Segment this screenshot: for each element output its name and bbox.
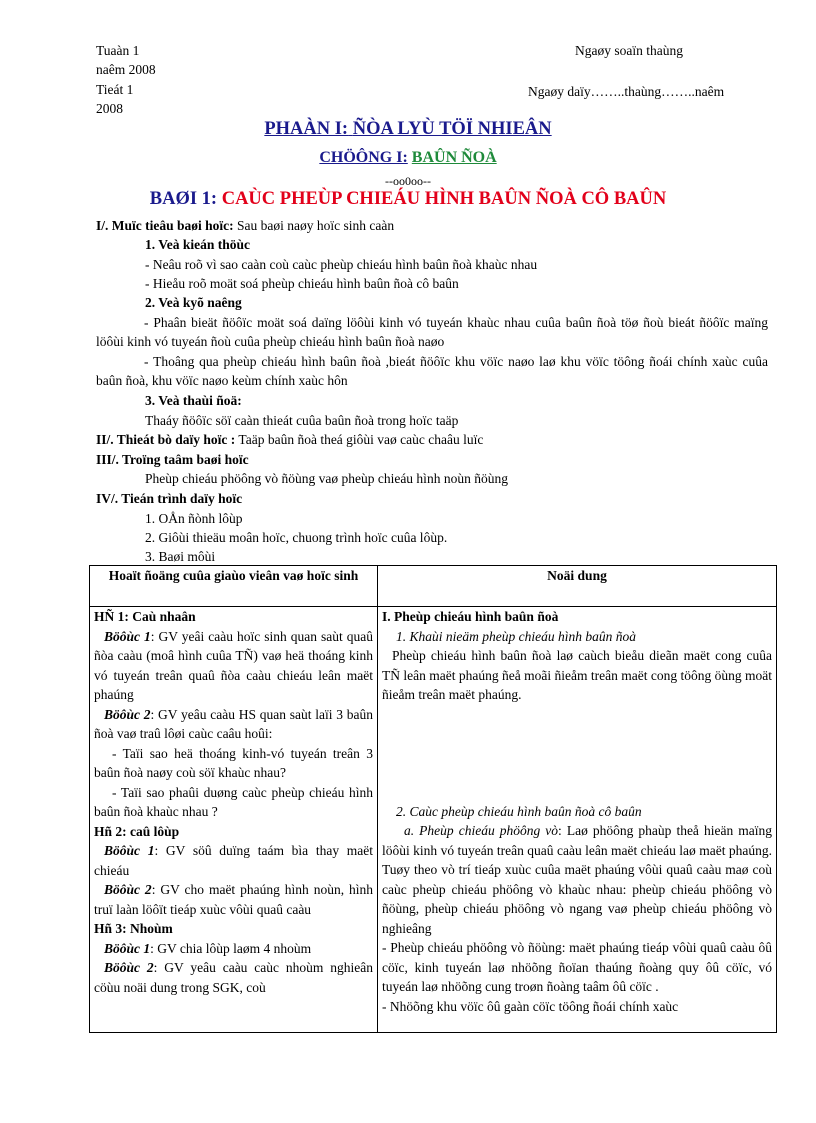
week-year: naêm 2008	[96, 62, 156, 77]
attitude-item-1: Thaáy ñöôïc söï caàn thieát cuûa baûn ñoà trong hoïc taäp	[145, 413, 459, 428]
section-2a-bullet-1: - Pheùp chieáu phöông vò ñöùng: maët phaúng tieáp vôùi quaû caàu ôû cöïc, kinh tuyeán laø nhöõng ñoïan thaúng ñoàng quy ôû cöïc, vó tuyeán laø nhöõng cung troøn ñoàng taâm ôû cöïc .	[382, 940, 772, 994]
activity-1-step-1: Böôùc 1: GV yeâi caàu hoïc sinh quan saùt quaû ñòa caàu (moâ hình cuûa TÑ) vaø heä thoáng kinh vó tuyeán treân quaû ñòa caàu chieáu leân maët phaúng	[94, 628, 373, 702]
table-header-row	[90, 566, 777, 607]
table-row	[90, 607, 777, 1033]
objectives-heading: I/. Muïc tieâu baøi hoïc:	[96, 218, 234, 233]
activity-2-step-2: Böôùc 2: GV cho maët phaúng hình noùn, hình truï laàn löôït tieáp xuùc vôùi quaû caàu	[94, 882, 373, 917]
section-1-heading: I. Pheùp chieáu hình baûn ñoà	[382, 609, 559, 624]
part-prefix: PHAÀN I:	[264, 119, 349, 139]
header-content: Noäi dung	[378, 566, 777, 607]
attitude-heading: 3. Veà thaùi ñoä:	[145, 393, 242, 408]
header-activities: Hoaït ñoäng cuûa giaùo vieân vaø hoïc sinh	[90, 566, 378, 607]
activity-2-heading: Hñ 2: caû lôùp	[94, 823, 180, 839]
activity-3-step-2: Böôùc 2: GV yeâu caàu caùc nhoùm nghieân cöùu noäi dung trong SGK, coù	[94, 960, 373, 995]
procedure-step: 2. Giôùi thieäu moân hoïc, chuong trình hoïc cuûa lôùp.	[145, 530, 448, 545]
procedure-step: 3. Baøi môùi	[145, 549, 216, 564]
separator: --oo0oo--	[385, 174, 431, 188]
chapter-name: BAÛN ÑOÀ	[411, 149, 497, 166]
skills-item-2: - Thoâng qua pheùp chieáu hình baûn ñoà ,bieát ñöôïc khu vöïc naøo laø khu vöïc töông ñoái chính xaùc cuûa baûn ñoà, khu vöïc naøo keùm chính xaùc hôn	[96, 354, 768, 388]
prepared-date: Ngaøy soaïn thaùng	[575, 43, 683, 58]
chapter-prefix: CHÖÔNG I:	[319, 149, 408, 166]
skills-item-1: - Phaân bieät ñöôïc moät soá daïng löôùi kinh vó tuyeán khaùc nhau cuûa baûn ñoà töø ñoù bieát ñöôïc maïng löôùi kinh vó tuyeán ñoù cuûa pheùp chieáu hình baûn ñoà naøo	[96, 315, 768, 349]
procedure-step: 1. OÅn ñònh lôùp	[145, 511, 243, 526]
content-cell	[378, 607, 777, 1033]
knowledge-heading: 1. Veà kieán thöùc	[145, 237, 251, 252]
equipment-text: Taäp baûn ñoà theá giôùi vaø caùc chaâu luïc	[238, 432, 484, 447]
part-title	[0, 120, 816, 139]
activity-1-heading: HÑ 1: Caù nhaân	[94, 609, 196, 624]
section-2a-bullet-2: - Nhöõng khu vöïc ôû gaàn cöïc töông ñoái chính xaùc	[382, 998, 679, 1014]
question-2: - Taïi sao phaûi duøng caùc pheùp chieáu hình baûn ñoà khaùc nhau ?	[94, 784, 373, 819]
spacer	[382, 705, 772, 802]
part-name: ÑÒA LYÙ TÖÏ NHIEÂN	[352, 119, 552, 139]
procedure-heading: IV/. Tieán trình daïy hoïc	[96, 491, 243, 506]
skills-heading: 2. Veà kyõ naêng	[145, 295, 242, 310]
lesson-prefix: BAØI 1:	[149, 189, 218, 209]
activities-cell	[90, 607, 378, 1033]
section-2a-text: a. Pheùp chieáu phöông vò: Laø phöông phaùp theå hieän maïng löôùi kinh vó tuyeán treân quaû caàu leân maët chieáu laø maët phaúng. Tuøy theo vò trí tieáp xuùc cuûa maët phaúng vôùi quaû caàu maø coù caùc pheùp chieáu phöông vò khaùc nhau: pheùp chieáu phöông vò ñöùng, pheùp chieáu phöông vò ngang vaø pheùp chieáu phöông vò nghieâng	[382, 823, 772, 936]
lesson-table	[89, 565, 777, 1033]
equipment-heading: II/. Thieát bò daïy hoïc :	[96, 432, 236, 447]
objectives-text: Sau baøi naøy hoïc sinh caàn	[237, 218, 395, 233]
activity-3-heading: Hñ 3: Nhoùm	[94, 921, 173, 936]
knowledge-item-2: - Hieåu roõ moät soá pheùp chieáu hình baûn ñoà cô baûn	[145, 276, 459, 291]
period-year: 2008	[96, 101, 123, 116]
teaching-date: Ngaøy daïy……..thaùng……..naêm	[528, 84, 725, 99]
activity-2-step-1: Böôùc 1: GV söû duïng taám bìa thay maët chieáu	[94, 843, 373, 878]
lesson-name: CAÙC PHEÙP CHIEÁU HÌNH BAÛN ÑOÀ CÔ BAÛN	[221, 189, 667, 209]
objectives-line	[96, 216, 394, 235]
activity-1-step-2: Böôùc 2: GV yeâu caàu HS quan saùt laïi 3 baûn ñoà vaø traû lôøi caùc caâu hoûi:	[94, 706, 373, 741]
period-label: Tieát 1	[96, 82, 134, 97]
lesson-title	[0, 190, 816, 209]
week-label: Tuaàn 1	[96, 43, 140, 58]
activity-3-step-1: Böôùc 1: GV chia lôùp laøm 4 nhoùm	[104, 940, 312, 956]
knowledge-item-1: - Neâu roõ vì sao caàn coù caùc pheùp chieáu hình baûn ñoà khaùc nhau	[145, 257, 538, 272]
chapter-title	[0, 148, 816, 167]
section-1-text: Pheùp chieáu hình baûn ñoà laø caùch bieåu dieãn maët cong cuûa TÑ leân maët phaúng ñeå moãi ñieåm treân maët cong töông öùng moät ñieåm treân maët phaúng.	[382, 648, 772, 702]
focus-heading: III/. Troïng taâm baøi hoïc	[96, 452, 249, 467]
equipment-line	[96, 430, 483, 449]
section-2-subheading: 2. Caùc pheùp chieáu hình baûn ñoà cô baûn	[396, 803, 642, 819]
focus-text: Pheùp chieáu phöông vò ñöùng vaø pheùp chieáu hình noùn ñöùng	[145, 471, 508, 486]
question-1: - Taïi sao heä thoáng kinh-vó tuyeán treân 3 baûn ñoà naøy coù söï khaùc nhau?	[94, 745, 373, 780]
section-1-subheading: 1. Khaùi nieäm pheùp chieáu hình baûn ñoà	[396, 628, 636, 644]
